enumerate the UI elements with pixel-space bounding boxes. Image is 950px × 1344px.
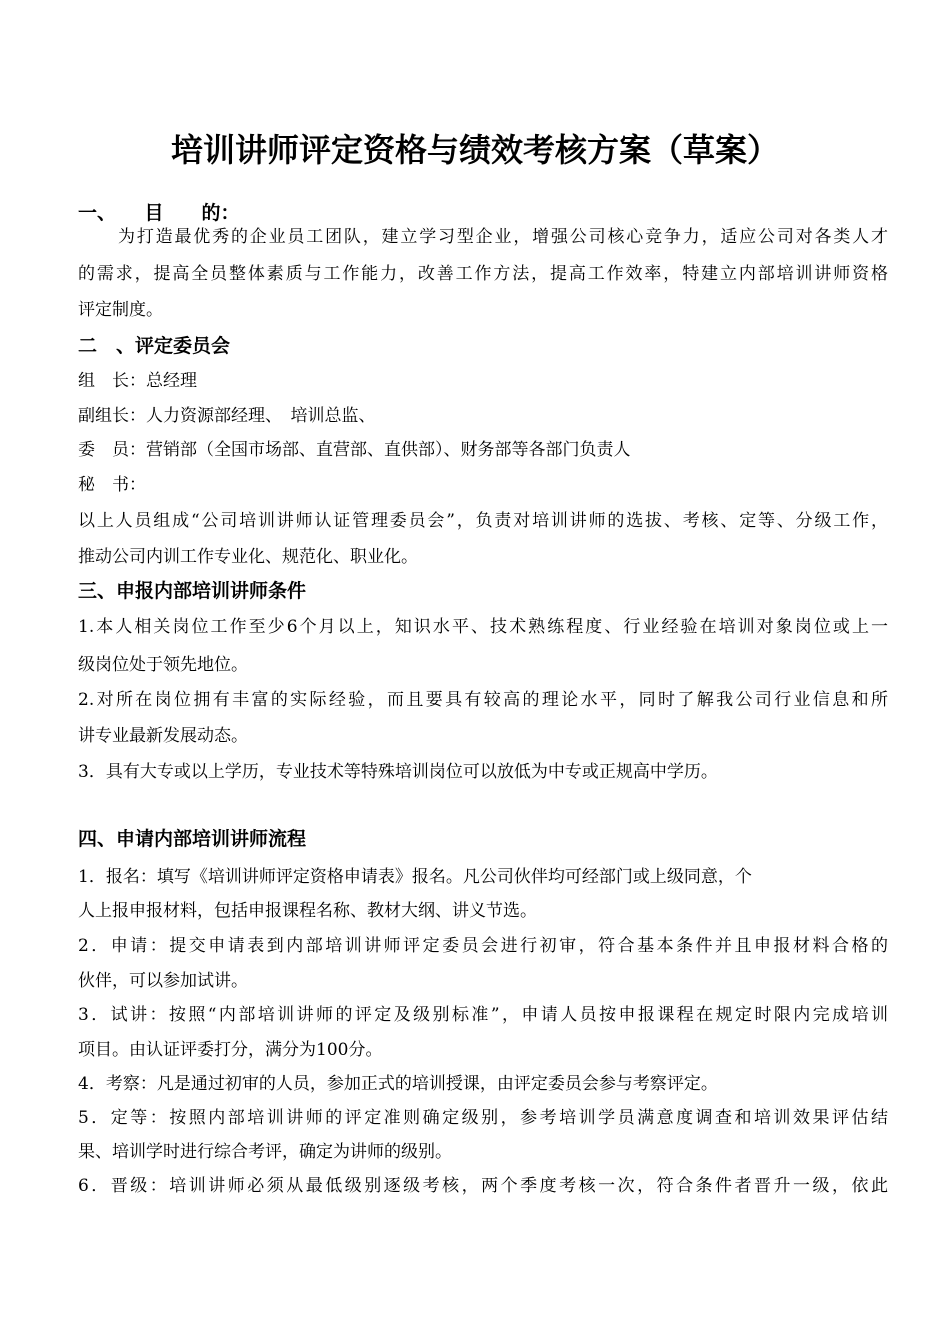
- section-4-line: 4．考察：凡是通过初审的人员，参加正式的培训授课，由评定委员会参与考察评定。: [78, 1074, 718, 1094]
- section-3-line: 3．具有大专或以上学历，专业技术等特殊培训岗位可以放低为中专或正规高中学历。: [78, 762, 718, 782]
- section-4-line: 3．试讲：按照“内部培训讲师的评定及级别标准”，申请人员按申报课程在规定时限内完成培训: [78, 1005, 888, 1025]
- section-4-line: 5．定等：按照内部培训讲师的评定准则确定级别，参考培训学员满意度调查和培训效果评估结: [78, 1108, 888, 1128]
- section-2-line: 委 员：营销部（全国市场部、直营部、直供部）、财务部等各部门负责人: [78, 440, 631, 460]
- section-4-line: 人上报申报材料，包括申报课程名称、教材大纲、讲义节选。: [78, 901, 537, 921]
- document-title: 培训讲师评定资格与绩效考核方案（草案）: [170, 131, 779, 169]
- section-3-line: 讲专业最新发展动态。: [78, 726, 248, 746]
- section-2-heading: 二 、评定委员会: [78, 335, 231, 357]
- section-3-line: 1.本人相关岗位工作至少6个月以上，知识水平、技术熟练程度、行业经验在培训对象岗位或上一: [78, 617, 888, 637]
- section-2-line: 以上人员组成“公司培训讲师认证管理委员会”，负责对培训讲师的选拔、考核、定等、分级工作，: [78, 511, 888, 531]
- section-2-line: 组 长：总经理: [78, 371, 197, 391]
- section-4-line: 2．申请：提交申请表到内部培训讲师评定委员会进行初审，符合基本条件并且申报材料合格的: [78, 936, 888, 956]
- section-1-heading: 一、 目 的：: [78, 202, 240, 224]
- section-3-heading: 三、申报内部培训讲师条件: [78, 580, 307, 602]
- section-3-line: 级岗位处于领先地位。: [78, 655, 248, 675]
- section-4-line: 项目。由认证评委打分，满分为100分。: [78, 1040, 383, 1060]
- section-4-line: 6．晋级：培训讲师必须从最低级别逐级考核，两个季度考核一次，符合条件者晋升一级，依此: [78, 1176, 888, 1196]
- section-3-line: 2.对所在岗位拥有丰富的实际经验，而且要具有较高的理论水平，同时了解我公司行业信息和所: [78, 690, 888, 710]
- section-4-line: 果、培训学时进行综合考评，确定为讲师的级别。: [78, 1142, 452, 1162]
- section-2-line: 秘 书：: [78, 475, 146, 495]
- section-1-line: 的需求，提高全员整体素质与工作能力，改善工作方法，提高工作效率，特建立内部培训讲师资格: [78, 264, 888, 284]
- section-1-line: 为打造最优秀的企业员工团队，建立学习型企业，增强公司核心竞争力，适应公司对各类人才: [118, 227, 888, 247]
- section-1-line: 评定制度。: [78, 300, 163, 320]
- section-2-line: 推动公司内训工作专业化、规范化、职业化。: [78, 547, 418, 567]
- section-4-line: 伙伴，可以参加试讲。: [78, 971, 248, 991]
- section-4-line: 1．报名：填写《培训讲师评定资格申请表》报名。凡公司伙伴均可经部门或上级同意，个: [78, 867, 752, 887]
- section-4-heading: 四、申请内部培训讲师流程: [78, 828, 307, 850]
- section-2-line: 副组长：人力资源部经理、 培训总监、: [78, 406, 376, 426]
